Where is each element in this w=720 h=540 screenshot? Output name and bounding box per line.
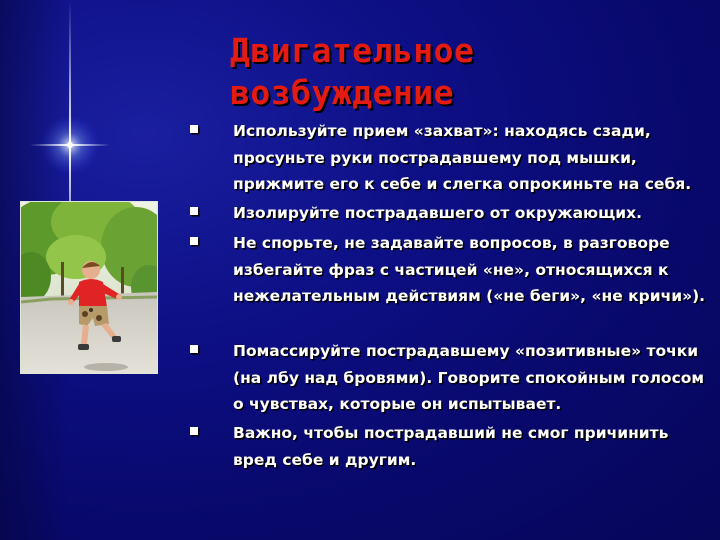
square-bullet-icon xyxy=(190,207,198,215)
list-item-text: Изолируйте пострадавшего от окружающих. xyxy=(233,204,643,222)
list-item xyxy=(186,230,716,336)
list-item xyxy=(186,200,716,228)
list-item xyxy=(186,338,716,418)
title-line-2: возбуждение xyxy=(230,73,455,112)
bullet-list xyxy=(186,118,716,476)
list-item-text: Помассируйте пострадавшему «позитивные» точки (на лбу над бровями). Говорите спокойным голосом о чувствах, которые он испытывает. xyxy=(233,342,705,413)
list-item-text: Используйте прием «захват»: находясь сзади, просуньте руки пострадавшему под мышки, прижмите его к себе и слегка опрокиньте на себя. xyxy=(233,122,692,193)
square-bullet-icon xyxy=(190,427,198,435)
title-line-1: Двигательное xyxy=(230,31,475,70)
list-item-text: Важно, чтобы пострадавший не смог причинить вред себе и другим. xyxy=(233,424,669,469)
list-item xyxy=(186,118,716,198)
square-bullet-icon xyxy=(190,237,198,245)
list-item xyxy=(186,420,716,474)
slide-title xyxy=(230,30,690,114)
running-child-photo xyxy=(20,201,158,374)
square-bullet-icon xyxy=(190,345,198,353)
square-bullet-icon xyxy=(190,125,198,133)
list-item-text: Не спорьте, не задавайте вопросов, в разговоре избегайте фраз с частицей «не», относящихся к нежелательным действиям («не беги», «не кричи»). xyxy=(233,234,706,305)
